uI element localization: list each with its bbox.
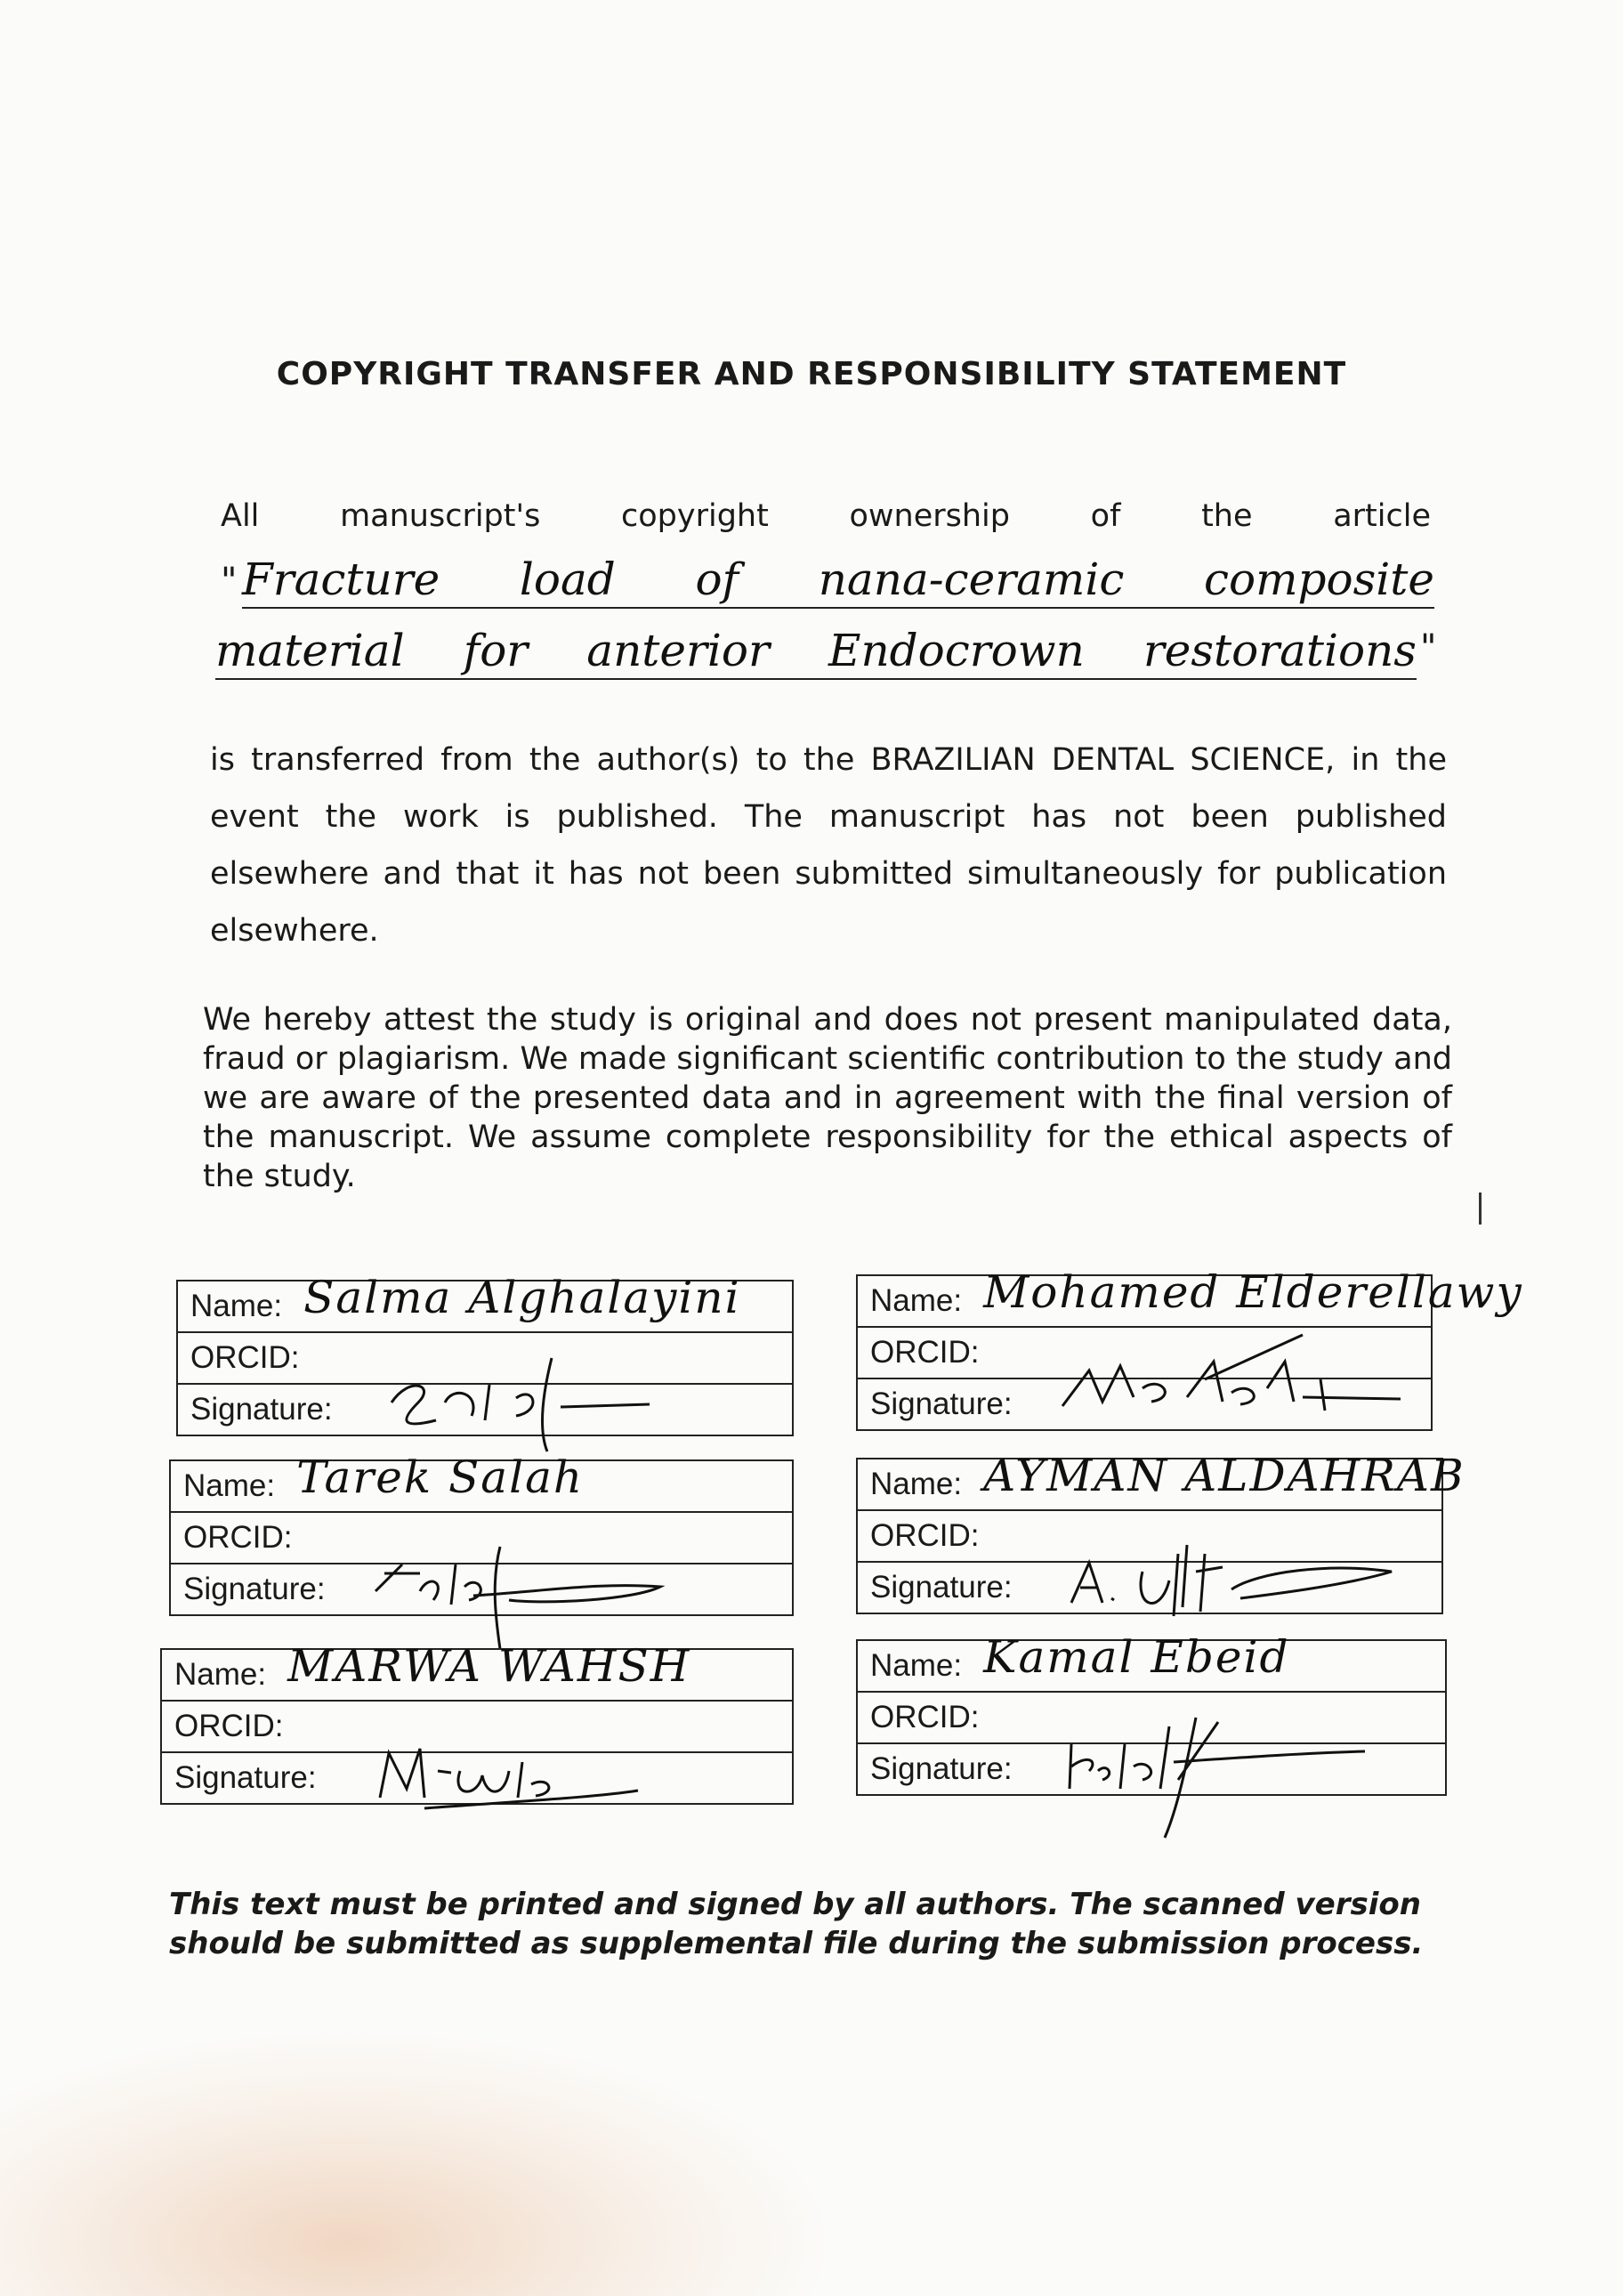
orcid-row: [858, 1511, 1441, 1563]
orcid-label: ORCID:: [190, 1340, 300, 1375]
intro-word: ownership: [849, 498, 1011, 534]
author-name: MARWA WAHSH: [287, 1640, 691, 1692]
footer-instructions: This text must be printed and signed by all authors. The scanned version should be submitted as supplemental file during the submission process.: [169, 1887, 1424, 1961]
transfer-paragraph: is transferred from the author(s) to the BRAZILIAN DENTAL SCIENCE, in the event the work is published. The manuscript has not been published elsewhere and that it has not been submitted simultaneously for publication elsewhere.: [210, 742, 1447, 949]
name-row: [178, 1272, 792, 1333]
author-name: Kamal Ebeid: [983, 1631, 1290, 1683]
attestation-paragraph: We hereby attest the study is original and does not present manipulated data, fraud or plagiarism. We made significant scientific contribution to the study and we are aware of the presented data and in agreement with the final version of the manuscript. We assume complete responsibility for the ethical aspects of the study.: [203, 1002, 1452, 1194]
orcid-label: ORCID:: [870, 1700, 980, 1734]
author-name: Tarek Salah: [296, 1451, 585, 1503]
paper-stain: [0, 2029, 836, 2296]
name-label: Name:: [183, 1468, 276, 1503]
handwritten-word: for: [463, 625, 529, 676]
signature-label: Signature:: [174, 1760, 317, 1795]
signature-row: [858, 1379, 1431, 1429]
handwritten-word: of: [695, 554, 739, 605]
signature-row: [858, 1563, 1441, 1613]
name-row: [858, 1450, 1466, 1511]
intro-word: the: [1201, 498, 1253, 534]
signature-row: [858, 1744, 1445, 1794]
intro-word: copyright: [621, 498, 769, 534]
handwritten-word: Endocrown: [828, 625, 1085, 676]
author-box-4: [856, 1450, 1466, 1614]
article-title-line-1: [242, 552, 1434, 609]
close-quote: ": [1420, 627, 1437, 668]
handwritten-word: load: [519, 554, 616, 605]
stray-mark: [1479, 1192, 1482, 1225]
open-quote: ": [221, 561, 238, 602]
orcid-row: [162, 1702, 792, 1753]
author-box-3: [169, 1451, 794, 1616]
intro-word: of: [1090, 498, 1121, 534]
orcid-label: ORCID:: [174, 1709, 284, 1743]
intro-word: article: [1333, 498, 1431, 534]
name-label: Name:: [870, 1467, 963, 1501]
author-box-2: [856, 1266, 1523, 1431]
article-title-line-2: [215, 623, 1417, 680]
name-row: [858, 1266, 1523, 1328]
signature-label: Signature:: [870, 1386, 1013, 1421]
handwritten-word: Fracture: [242, 554, 440, 605]
name-label: Name:: [174, 1657, 267, 1692]
name-row: [171, 1451, 792, 1513]
handwritten-word: material: [215, 625, 405, 676]
author-name: Mohamed Elderellawy: [983, 1266, 1523, 1318]
signature-label: Signature:: [870, 1570, 1013, 1605]
signature-row: [178, 1385, 792, 1435]
name-label: Name:: [870, 1283, 963, 1318]
handwritten-word: nana-ceramic: [818, 554, 1125, 605]
handwritten-word: composite: [1204, 554, 1434, 605]
intro-word: All: [221, 498, 260, 534]
orcid-row: [858, 1328, 1431, 1379]
name-row: [858, 1631, 1445, 1693]
orcid-row: [858, 1693, 1445, 1744]
signature-label: Signature:: [183, 1572, 326, 1606]
orcid-label: ORCID:: [870, 1335, 980, 1370]
author-name: Salma Alghalayini: [303, 1272, 741, 1323]
signature-label: Signature:: [870, 1751, 1013, 1786]
document-title: COPYRIGHT TRANSFER AND RESPONSIBILITY STATEMENT: [276, 356, 1347, 392]
intro-word: manuscript's: [340, 498, 541, 534]
intro-line: [221, 498, 1431, 534]
author-box-6: [856, 1631, 1447, 1796]
author-name: AYMAN ALDAHRAB: [983, 1450, 1466, 1501]
signature-label: Signature:: [190, 1392, 333, 1427]
orcid-label: ORCID:: [183, 1520, 293, 1555]
orcid-row: [178, 1333, 792, 1385]
signature-row: [171, 1564, 792, 1614]
signature-row: [162, 1753, 792, 1803]
name-label: Name:: [190, 1289, 283, 1323]
handwritten-word: restorations: [1143, 625, 1417, 676]
handwritten-word: anterior: [586, 625, 770, 676]
orcid-row: [171, 1513, 792, 1564]
author-box-5: [160, 1640, 794, 1805]
orcid-label: ORCID:: [870, 1518, 980, 1553]
name-label: Name:: [870, 1648, 963, 1683]
name-row: [162, 1640, 792, 1702]
author-box-1: [176, 1272, 794, 1436]
